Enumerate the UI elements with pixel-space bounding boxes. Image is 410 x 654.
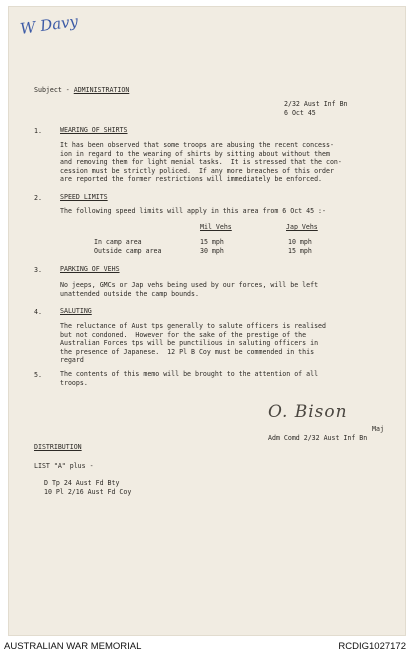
item-line: troops. — [60, 378, 88, 387]
handwritten-note: W Davy — [19, 12, 80, 38]
signatory-rank: Maj — [372, 425, 384, 433]
item-number: 4. — [34, 308, 42, 316]
item-line: ion in regard to the wearing of shirts by sitting about without them — [60, 149, 330, 158]
speed-col-header: Mil Vehs — [200, 223, 232, 231]
item-number: 2. — [34, 194, 42, 202]
speed-row-label: Outside camp area — [94, 247, 162, 255]
item-line: unattended outside the camp bounds. — [60, 289, 199, 298]
speed-row-label: In camp area — [94, 238, 142, 246]
item-number: 3. — [34, 266, 42, 274]
subject-title: ADMINISTRATION — [73, 86, 130, 94]
item-number: 1. — [34, 127, 42, 135]
distribution-list: LIST "A" plus - — [34, 462, 94, 470]
speed-col-header: Jap Vehs — [286, 223, 318, 231]
subject-line — [34, 86, 129, 95]
speed-cell: 10 mph — [288, 238, 312, 246]
item-line: and removing them for light menial tasks. It is stressed that the con- — [60, 158, 342, 167]
item-line: are reported the former restrictions will immediately be enforced. — [60, 175, 323, 184]
subject-label: Subject - — [34, 86, 70, 94]
unit-name: 2/32 Aust Inf Bn — [284, 100, 348, 108]
item-line: It has been observed that some troops are abusing the recent concess- — [60, 141, 334, 149]
distribution-entry: 10 Pl 2/16 Aust Fd Coy — [44, 488, 132, 496]
archive-name: AUSTRALIAN WAR MEMORIAL — [4, 641, 142, 652]
signature: O. Bison — [268, 402, 348, 422]
speed-cell: 15 mph — [288, 247, 312, 255]
item-heading: SALUTING — [60, 307, 92, 315]
item-heading: SPEED LIMITS — [60, 193, 108, 201]
item-line: The reluctance of Aust tps generally to salute officers is realised — [60, 322, 326, 330]
item-heading: WEARING OF SHIRTS — [60, 126, 128, 134]
item-line: but not condoned. However for the sake of the prestige of the — [60, 330, 307, 339]
signatory-title: Adm Comd 2/32 Aust Inf Bn — [268, 434, 368, 442]
item-line: the presence of Japanese. 12 Pl B Coy must be commended in this — [60, 347, 315, 356]
item-number: 5. — [34, 371, 42, 379]
record-id: RCDIG1027172 — [338, 641, 406, 652]
item-line: The following speed limits will apply in this area from 6 Oct 45 :- — [60, 207, 326, 215]
item-line: Australian Forces tps will be punctilious in saluting officers in — [60, 339, 319, 348]
item-line: cession must be strictly policed. If any more breaches of this order — [60, 166, 334, 175]
speed-cell: 30 mph — [200, 247, 224, 255]
item-line: No jeeps, GMCs or Jap vehs being used by our forces, will be left — [60, 281, 319, 289]
speed-cell: 15 mph — [200, 238, 224, 246]
archive-footer — [0, 637, 410, 654]
item-line: regard — [60, 356, 84, 365]
distribution-heading: DISTRIBUTION — [34, 443, 82, 451]
item-heading: PARKING OF VEHS — [60, 265, 120, 273]
item-line: The contents of this memo will be brought to the attention of all — [60, 370, 319, 378]
distribution-entry: D Tp 24 Aust Fd Bty — [44, 479, 120, 487]
memo-date: 6 Oct 45 — [284, 109, 316, 117]
